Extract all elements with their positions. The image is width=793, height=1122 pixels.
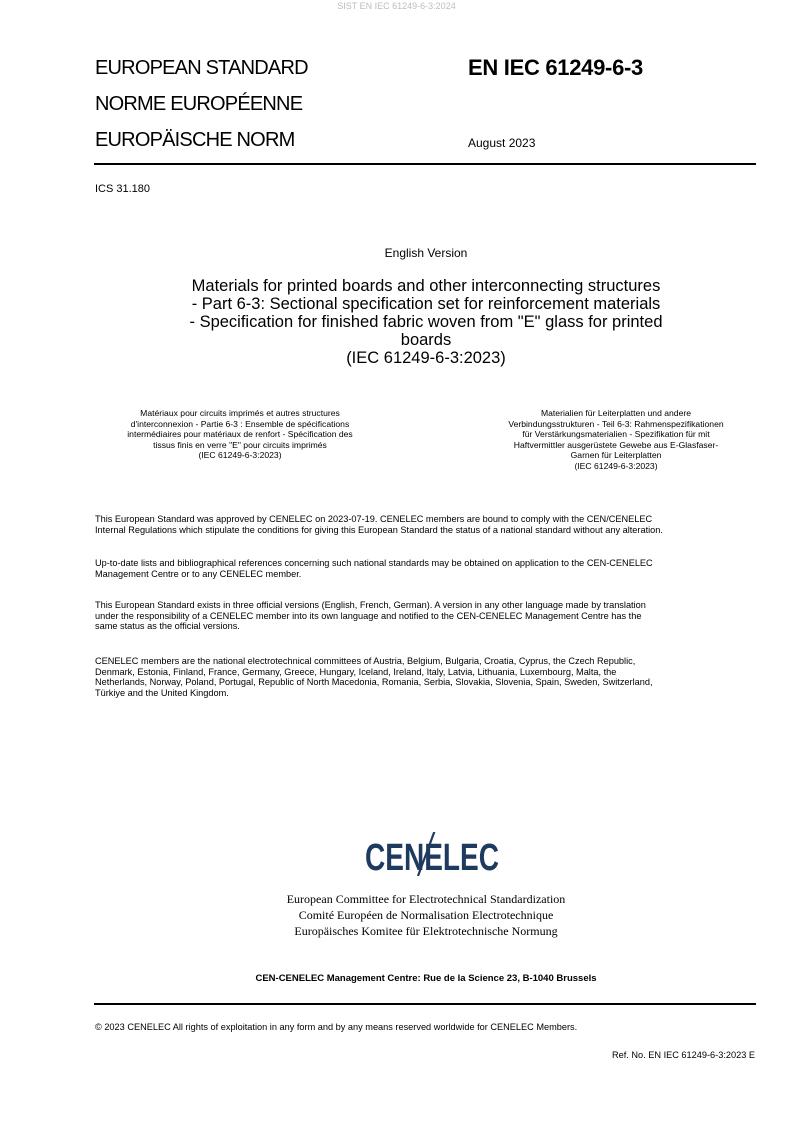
standard-name-fr: NORME EUROPÉENNE	[95, 93, 303, 115]
standard-number: EN IEC 61249-6-3	[468, 55, 643, 80]
title-fr-line: d'interconnexion - Partie 6-3 : Ensemble de spécifications	[130, 418, 350, 429]
title-de-line: Verbindungsstrukturen - Teil 6-3: Rahmenspezifikationen	[508, 418, 724, 429]
title-line: - Part 6-3: Sectional specification set for reinforcement materials	[191, 295, 661, 313]
paragraph-line: same status as the official versions.	[95, 621, 240, 631]
header-divider	[94, 163, 756, 165]
title-de-line: (IEC 61249-6-3:2023)	[574, 460, 658, 471]
version-label: English Version	[384, 246, 468, 260]
standard-name-de: EUROPÄISCHE NORM	[95, 129, 295, 151]
committee-name-fr: Comité Européen de Normalisation Electrotechnique	[298, 908, 554, 922]
title-de-line: für Verstärkungsmaterialien - Spezifikation für mit	[522, 429, 710, 439]
title-german	[465, 408, 767, 471]
reference-number: Ref. No. EN IEC 61249-6-3:2023 E	[612, 1050, 755, 1060]
copyright-notice: © 2023 CENELEC All rights of exploitation in any form and by any means reserved worldwide for CENELEC Members.	[95, 1022, 578, 1032]
logo-wordmark: CENELEC	[365, 837, 499, 876]
title-de-line: Haftvermittler ausgerüstete Gewebe aus E-Glasfaser-	[513, 439, 719, 450]
publication-date: August 2023	[468, 136, 536, 150]
title-line: boards	[400, 331, 452, 349]
standard-name-en: EUROPEAN STANDARD	[95, 57, 308, 79]
title-fr-line: intermédiaires pour matériaux de renfort - Spécification des	[127, 429, 353, 439]
approval-paragraph	[95, 514, 758, 535]
cenelec-logo-graphic	[0, 832, 793, 876]
title-line: - Specification for finished fabric woven from "E" glass for printed	[189, 313, 663, 331]
ics-code: ICS 31.180	[95, 183, 151, 195]
title-de-line: Garnen für Leiterplatten	[570, 450, 662, 460]
title-de-line: Materialien für Leiterplatten und andere	[540, 408, 691, 418]
footer-divider	[94, 1003, 756, 1005]
title-line: (IEC 61249-6-3:2023)	[346, 349, 506, 367]
committee-name-de: Europäisches Komitee für Elektrotechnische Normung	[294, 924, 558, 938]
paragraph-line: Türkiye and the United Kingdom.	[95, 687, 229, 698]
paragraph-line: Management Centre or to any CENELEC member.	[95, 568, 302, 579]
versions-paragraph	[95, 600, 758, 632]
title-french	[90, 408, 390, 461]
paragraph-line: Denmark, Estonia, Finland, France, Germany, Greece, Hungary, Iceland, Ireland, Italy, Latvia, Lithuania, Luxembourg, Malta, the	[95, 666, 617, 677]
management-centre-address: CEN-CENELEC Management Centre: Rue de la Science 23, B-1040 Brussels	[255, 973, 597, 984]
title-fr-line: (IEC 61249-6-3:2023)	[198, 450, 282, 460]
paragraph-line: CENELEC members are the national electrotechnical committees of Austria, Belgium, Bulgaria, Croatia, Cyprus, the Czech Republic,	[95, 656, 636, 666]
paragraph-line: Up-to-date lists and bibliographical references concerning such national standards may be obtained on application to the CEN-CENELEC	[95, 558, 653, 568]
committee-name-en: European Committee for Electrotechnical Standardization	[286, 892, 566, 906]
paragraph-line: Internal Regulations which stipulate the conditions for giving this European Standard the status of a national standard without any alteration.	[95, 524, 663, 535]
paragraph-line: This European Standard was approved by CENELEC on 2023-07-19. CENELEC members are bound to comply with the CEN/CENELEC	[95, 514, 653, 524]
document-title	[140, 277, 712, 367]
title-fr-line: Matériaux pour circuits imprimés et autres structures	[140, 408, 340, 418]
watermark: SIST EN IEC 61249-6-3:2024	[337, 1, 456, 11]
title-line: Materials for printed boards and other interconnecting structures	[191, 277, 661, 295]
committee-names	[0, 891, 793, 939]
members-paragraph	[95, 656, 758, 698]
cenelec-logo	[0, 832, 793, 876]
references-paragraph	[95, 558, 758, 579]
title-fr-line: tissus finis en verre "E" pour circuits imprimés	[153, 439, 327, 450]
paragraph-line: under the responsibility of a CENELEC member into its own language and notified to the CEN-CENELEC Management Centre has the	[95, 610, 642, 621]
paragraph-line: Netherlands, Norway, Poland, Portugal, Republic of North Macedonia, Romania, Serbia, Slovakia, Slovenia, Spain, Sweden, Switzerland,	[95, 677, 653, 687]
paragraph-line: This European Standard exists in three official versions (English, French, German). A version in any other language made by translation	[95, 600, 646, 610]
